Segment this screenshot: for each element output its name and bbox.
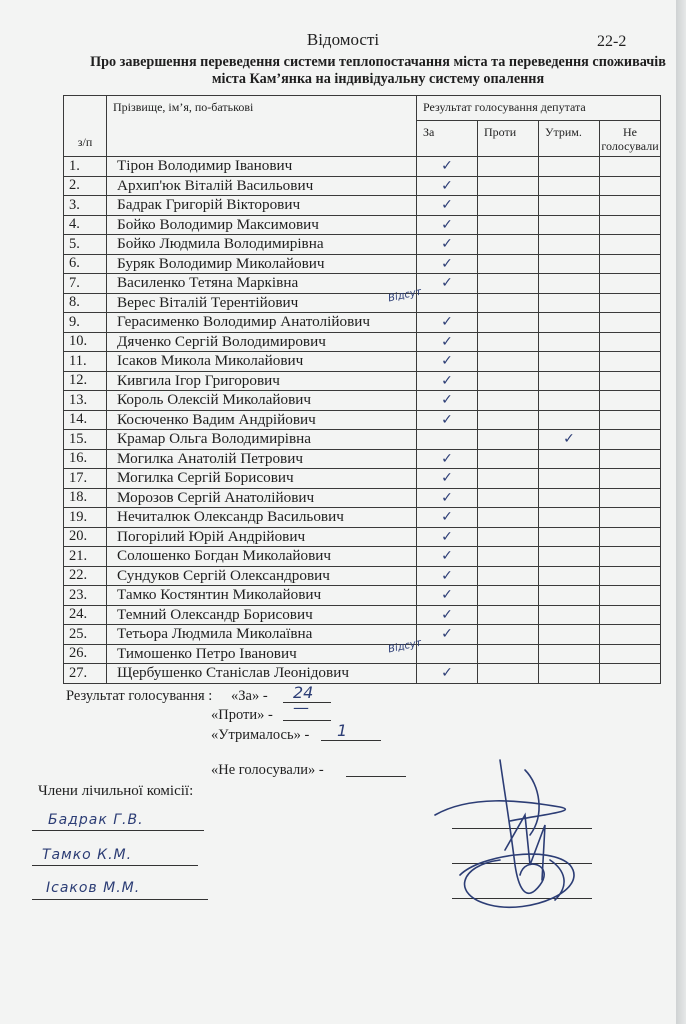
row-number: 13.	[64, 391, 107, 411]
row-number: 6.	[64, 254, 107, 274]
check-mark-icon: ✓	[441, 665, 453, 682]
result-novote-label: «Не голосували» -	[211, 762, 324, 778]
check-mark-icon: ✓	[441, 197, 453, 214]
table-row	[64, 644, 661, 664]
vote-cell-abstain	[539, 371, 600, 391]
vote-cell-novote	[600, 547, 661, 567]
check-mark-icon: ✓	[441, 314, 453, 331]
table-row	[64, 625, 661, 645]
vote-cell-for	[417, 235, 478, 255]
member-line-1	[32, 830, 204, 831]
vote-cell-against	[478, 313, 539, 333]
document-subject: Про завершення переведення системи теплопостачання міста та переведення споживачів міста Кам’янка на індивідуальну систему опалення	[90, 54, 666, 87]
table-row	[64, 566, 661, 586]
row-number: 18.	[64, 488, 107, 508]
vote-cell-novote	[600, 332, 661, 352]
vote-table	[63, 95, 661, 684]
vote-cell-against	[478, 644, 539, 664]
vote-cell-novote	[600, 527, 661, 547]
vote-cell-abstain	[539, 605, 600, 625]
deputy-name: Погорілий Юрій Андрійович	[107, 527, 417, 547]
col-novote-header: Не голосували	[600, 121, 661, 157]
handwritten-signature	[430, 755, 600, 925]
table-row	[64, 235, 661, 255]
vote-cell-abstain	[539, 332, 600, 352]
vote-cell-abstain	[539, 215, 600, 235]
vote-cell-for	[417, 215, 478, 235]
vote-cell-against	[478, 293, 539, 313]
check-mark-icon: ✓	[441, 528, 453, 545]
member-line-3	[32, 899, 208, 900]
vote-cell-for	[417, 157, 478, 177]
check-mark-icon: ✓	[441, 470, 453, 487]
vote-cell-against	[478, 664, 539, 684]
vote-cell-abstain	[539, 469, 600, 489]
deputy-name: Тамко Костянтин Миколайович	[107, 586, 417, 606]
vote-cell-novote	[600, 625, 661, 645]
check-mark-icon: ✓	[441, 177, 453, 194]
vote-cell-for	[417, 644, 478, 664]
vote-cell-for	[417, 527, 478, 547]
table-row	[64, 508, 661, 528]
vote-cell-abstain	[539, 449, 600, 469]
vote-cell-abstain	[539, 410, 600, 430]
deputy-name: Сундуков Сергій Олександрович	[107, 566, 417, 586]
result-for-label: «За» -	[231, 688, 268, 704]
row-number: 7.	[64, 274, 107, 294]
deputy-name: Темний Олександр Борисович	[107, 605, 417, 625]
row-number: 12.	[64, 371, 107, 391]
vote-cell-against	[478, 274, 539, 294]
check-mark-icon: ✓	[441, 548, 453, 565]
table-row	[64, 215, 661, 235]
deputy-name: Верес Віталій Терентійович Відсут	[107, 293, 417, 313]
deputy-name: Буряк Володимир Миколайович	[107, 254, 417, 274]
vote-cell-novote	[600, 469, 661, 489]
absent-note: Відсут	[387, 286, 423, 304]
vote-cell-abstain	[539, 274, 600, 294]
col-number-header: з/п	[64, 96, 107, 157]
deputy-name: Герасименко Володимир Анатолійович	[107, 313, 417, 333]
member-line-2	[32, 865, 198, 866]
vote-cell-novote	[600, 293, 661, 313]
check-mark-icon: ✓	[441, 353, 453, 370]
vote-cell-abstain	[539, 254, 600, 274]
table-row	[64, 313, 661, 333]
vote-cell-abstain	[539, 176, 600, 196]
table-row	[64, 430, 661, 450]
vote-cell-against	[478, 469, 539, 489]
vote-cell-for	[417, 274, 478, 294]
row-number: 11.	[64, 352, 107, 372]
vote-cell-abstain	[539, 391, 600, 411]
row-number: 26.	[64, 644, 107, 664]
vote-cell-for	[417, 313, 478, 333]
table-row	[64, 157, 661, 177]
vote-cell-abstain	[539, 566, 600, 586]
vote-cell-against	[478, 157, 539, 177]
document-number: 22-2	[597, 33, 627, 50]
vote-cell-novote	[600, 254, 661, 274]
vote-cell-for	[417, 196, 478, 216]
table-row	[64, 352, 661, 372]
vote-cell-for	[417, 332, 478, 352]
table-row	[64, 332, 661, 352]
vote-cell-novote	[600, 274, 661, 294]
vote-cell-novote	[600, 586, 661, 606]
vote-cell-against	[478, 215, 539, 235]
row-number: 9.	[64, 313, 107, 333]
vote-cell-against	[478, 449, 539, 469]
row-number: 24.	[64, 605, 107, 625]
table-row	[64, 586, 661, 606]
vote-cell-for	[417, 586, 478, 606]
row-number: 20.	[64, 527, 107, 547]
deputy-name: Морозов Сергій Анатолійович	[107, 488, 417, 508]
deputy-name: Дяченко Сергій Володимирович	[107, 332, 417, 352]
result-abstain-line	[321, 740, 381, 741]
check-mark-icon: ✓	[441, 567, 453, 584]
row-number: 16.	[64, 449, 107, 469]
vote-cell-against	[478, 410, 539, 430]
vote-cell-novote	[600, 313, 661, 333]
table-row	[64, 176, 661, 196]
vote-cell-for	[417, 566, 478, 586]
table-row	[64, 547, 661, 567]
table-row	[64, 664, 661, 684]
vote-cell-for	[417, 449, 478, 469]
row-number: 14.	[64, 410, 107, 430]
check-mark-icon: ✓	[563, 431, 575, 448]
check-mark-icon: ✓	[441, 450, 453, 467]
table-row	[64, 196, 661, 216]
vote-cell-abstain	[539, 664, 600, 684]
result-for-value: 24	[293, 683, 314, 702]
table-row	[64, 274, 661, 294]
absent-note: Відсут	[387, 637, 423, 655]
vote-cell-novote	[600, 430, 661, 450]
row-number: 23.	[64, 586, 107, 606]
col-name-header: Прізвище, ім’я, по-батькові	[107, 96, 417, 157]
row-number: 4.	[64, 215, 107, 235]
vote-cell-abstain	[539, 352, 600, 372]
deputy-name: Ісаков Микола Миколайович	[107, 352, 417, 372]
vote-cell-against	[478, 352, 539, 372]
vote-cell-for	[417, 352, 478, 372]
row-number: 3.	[64, 196, 107, 216]
check-mark-icon: ✓	[441, 333, 453, 350]
check-mark-icon: ✓	[441, 411, 453, 428]
commission-member-2: Тамко К.М.	[42, 847, 133, 863]
vote-cell-abstain	[539, 430, 600, 450]
row-number: 5.	[64, 235, 107, 255]
deputy-name: Тимошенко Петро Іванович Відсут	[107, 644, 417, 664]
commission-member-3: Ісаков М.М.	[46, 880, 141, 896]
vote-cell-against	[478, 547, 539, 567]
vote-cell-novote	[600, 176, 661, 196]
vote-cell-novote	[600, 566, 661, 586]
check-mark-icon: ✓	[441, 236, 453, 253]
table-row	[64, 391, 661, 411]
vote-cell-for	[417, 410, 478, 430]
deputy-name: Бадрак Григорій Вікторович	[107, 196, 417, 216]
vote-cell-abstain	[539, 527, 600, 547]
col-against-header: Проти	[478, 121, 539, 157]
vote-cell-against	[478, 625, 539, 645]
vote-cell-against	[478, 488, 539, 508]
vote-cell-for	[417, 391, 478, 411]
table-row	[64, 469, 661, 489]
vote-cell-for	[417, 488, 478, 508]
row-number: 17.	[64, 469, 107, 489]
deputy-name: Тірон Володимир Іванович	[107, 157, 417, 177]
deputy-name: Кивгила Ігор Григорович	[107, 371, 417, 391]
vote-cell-against	[478, 235, 539, 255]
deputy-name: Крамар Ольга Володимирівна	[107, 430, 417, 450]
vote-cell-novote	[600, 391, 661, 411]
deputy-name: Бойко Людмила Володимирівна	[107, 235, 417, 255]
deputy-name: Косюченко Вадим Андрійович	[107, 410, 417, 430]
vote-cell-novote	[600, 215, 661, 235]
vote-cell-for	[417, 547, 478, 567]
vote-cell-against	[478, 430, 539, 450]
result-abstain-label: «Утрималось» -	[211, 727, 310, 743]
commission-label: Члени лічильної комісії:	[38, 783, 194, 799]
vote-cell-against	[478, 196, 539, 216]
vote-cell-abstain	[539, 196, 600, 216]
col-abstain-header: Утрим.	[539, 121, 600, 157]
row-number: 8.	[64, 293, 107, 313]
vote-cell-abstain	[539, 586, 600, 606]
vote-cell-novote	[600, 508, 661, 528]
table-row	[64, 527, 661, 547]
vote-cell-for	[417, 664, 478, 684]
vote-cell-abstain	[539, 235, 600, 255]
vote-cell-for	[417, 625, 478, 645]
document-title: Відомості	[306, 30, 380, 49]
check-mark-icon: ✓	[441, 275, 453, 292]
row-number: 15.	[64, 430, 107, 450]
vote-cell-abstain	[539, 508, 600, 528]
table-row	[64, 371, 661, 391]
check-mark-icon: ✓	[441, 489, 453, 506]
check-mark-icon: ✓	[441, 626, 453, 643]
vote-cell-against	[478, 508, 539, 528]
vote-cell-novote	[600, 605, 661, 625]
row-number: 22.	[64, 566, 107, 586]
row-number: 27.	[64, 664, 107, 684]
vote-cell-against	[478, 586, 539, 606]
check-mark-icon: ✓	[441, 587, 453, 604]
vote-table-body	[64, 157, 661, 684]
table-row	[64, 410, 661, 430]
vote-cell-for	[417, 469, 478, 489]
deputy-name: Василенко Тетяна Марківна	[107, 274, 417, 294]
check-mark-icon: ✓	[441, 158, 453, 175]
deputy-name: Щербушенко Станіслав Леонідович	[107, 664, 417, 684]
check-mark-icon: ✓	[441, 509, 453, 526]
vote-cell-against	[478, 254, 539, 274]
result-novote-line	[346, 776, 406, 777]
vote-cell-abstain	[539, 157, 600, 177]
vote-cell-against	[478, 527, 539, 547]
vote-cell-for	[417, 371, 478, 391]
vote-cell-novote	[600, 196, 661, 216]
row-number: 19.	[64, 508, 107, 528]
vote-cell-novote	[600, 488, 661, 508]
vote-cell-against	[478, 371, 539, 391]
vote-cell-abstain	[539, 625, 600, 645]
check-mark-icon: ✓	[441, 255, 453, 272]
vote-cell-for	[417, 254, 478, 274]
vote-cell-abstain	[539, 293, 600, 313]
vote-cell-against	[478, 605, 539, 625]
vote-cell-novote	[600, 235, 661, 255]
vote-cell-novote	[600, 449, 661, 469]
row-number: 10.	[64, 332, 107, 352]
check-mark-icon: ✓	[441, 216, 453, 233]
table-row	[64, 605, 661, 625]
col-for-header: За	[417, 121, 478, 157]
check-mark-icon: ✓	[441, 372, 453, 389]
row-number: 1.	[64, 157, 107, 177]
deputy-name: Могилка Сергій Борисович	[107, 469, 417, 489]
vote-cell-novote	[600, 157, 661, 177]
deputy-name: Тетьора Людмила Миколаївна	[107, 625, 417, 645]
check-mark-icon: ✓	[441, 392, 453, 409]
vote-cell-for	[417, 508, 478, 528]
deputy-name: Король Олексій Миколайович	[107, 391, 417, 411]
result-against-line	[283, 720, 331, 721]
vote-cell-novote	[600, 352, 661, 372]
vote-cell-against	[478, 176, 539, 196]
vote-cell-against	[478, 391, 539, 411]
deputy-name: Могилка Анатолій Петрович	[107, 449, 417, 469]
row-number: 21.	[64, 547, 107, 567]
result-abstain-value: 1	[337, 721, 348, 740]
result-against-label: «Проти» -	[211, 707, 273, 723]
row-number: 25.	[64, 625, 107, 645]
deputy-name: Солошенко Богдан Миколайович	[107, 547, 417, 567]
vote-cell-for	[417, 605, 478, 625]
deputy-name: Нечиталюк Олександр Васильович	[107, 508, 417, 528]
vote-cell-against	[478, 332, 539, 352]
check-mark-icon: ✓	[441, 606, 453, 623]
vote-cell-abstain	[539, 547, 600, 567]
table-row	[64, 449, 661, 469]
vote-cell-novote	[600, 644, 661, 664]
table-row	[64, 254, 661, 274]
deputy-name: Архип'юк Віталій Васильович	[107, 176, 417, 196]
vote-cell-abstain	[539, 644, 600, 664]
vote-cell-against	[478, 566, 539, 586]
col-result-header: Результат голосування депутата	[417, 96, 661, 121]
table-row	[64, 293, 661, 313]
vote-cell-novote	[600, 410, 661, 430]
vote-cell-novote	[600, 664, 661, 684]
result-against-value: —	[293, 698, 309, 717]
deputy-name: Бойко Володимир Максимович	[107, 215, 417, 235]
vote-cell-abstain	[539, 313, 600, 333]
table-row	[64, 488, 661, 508]
vote-cell-novote	[600, 371, 661, 391]
page-edge	[676, 0, 686, 1024]
vote-cell-for	[417, 430, 478, 450]
results-label: Результат голосування :	[66, 688, 213, 704]
commission-member-1: Бадрак Г.В.	[48, 812, 144, 828]
row-number: 2.	[64, 176, 107, 196]
vote-cell-abstain	[539, 488, 600, 508]
vote-cell-for	[417, 176, 478, 196]
vote-cell-for	[417, 293, 478, 313]
